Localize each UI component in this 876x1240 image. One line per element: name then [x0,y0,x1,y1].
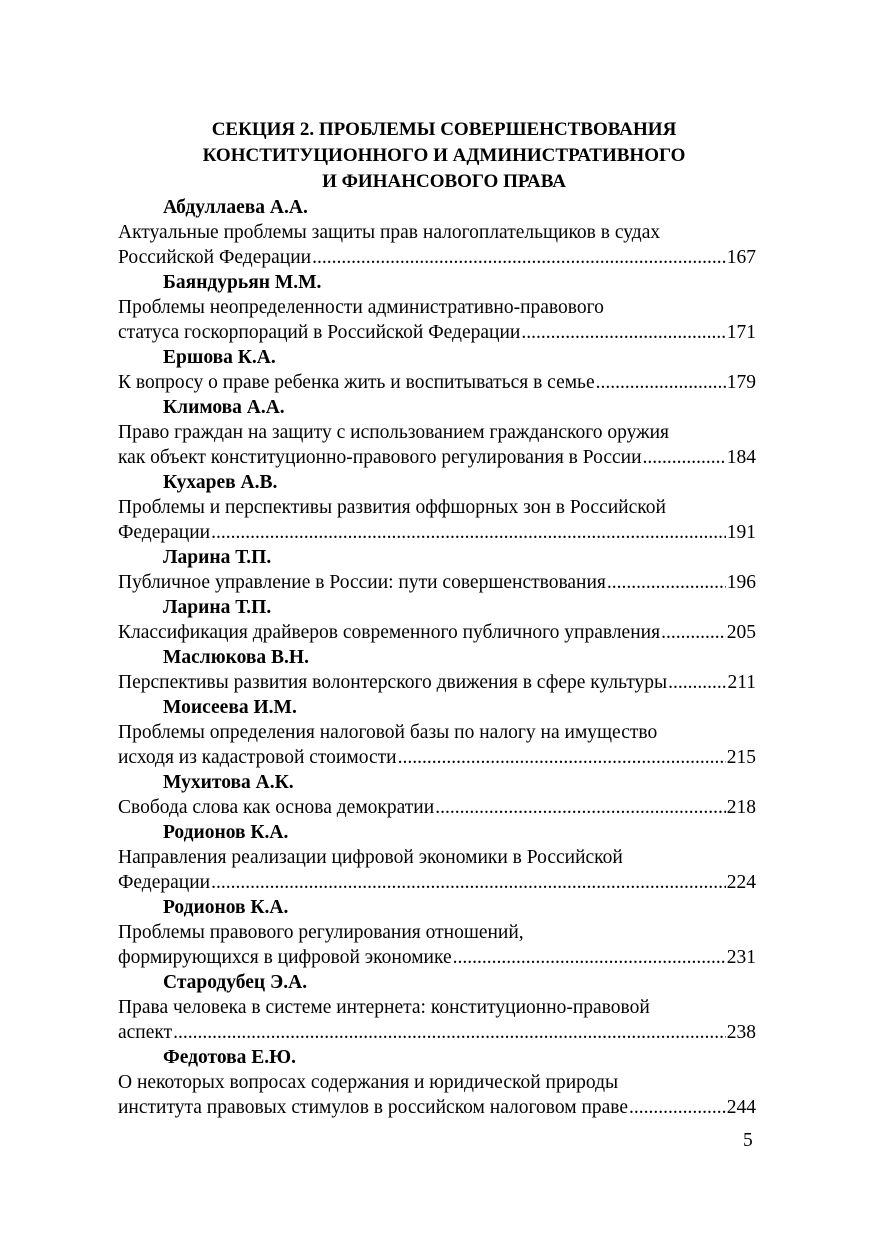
entry-page-number: 218 [726,797,756,818]
entry-page-number: 167 [726,247,756,268]
entry-title-last-line [118,520,756,545]
entry-author: Абдуллаева А.А. [163,197,308,218]
toc-entry[interactable] [118,195,756,270]
toc-entry[interactable] [118,395,756,470]
entry-author: Ершова К.А. [163,347,276,368]
entry-title-text: Публичное управление в России: пути совершенствования [118,572,606,593]
entry-page-number: 231 [726,947,756,968]
dot-leader [173,1020,726,1045]
entry-title-line: Актуальные проблемы защиты прав налогоплательщиков в судах [118,222,661,243]
entry-title-text: формирующихся в цифровой экономике [118,947,452,968]
dot-leader [629,1095,726,1120]
entry-page-number: 215 [726,747,756,768]
toc-entry[interactable] [118,695,756,770]
entry-title-line: Права человека в системе интернета: конституционно-правовой [118,997,650,1018]
entry-title-text: института правовых стимулов в российском налоговом праве [118,1097,629,1118]
entry-title-line: Проблемы и перспективы развития оффшорных зон в Российской [118,497,666,518]
page-number: 5 [743,1130,753,1151]
entry-author: Федотова Е.Ю. [163,1047,296,1068]
entry-title-text: Классификация драйверов современного публичного управления [118,622,661,643]
entry-author: Ларина Т.П. [163,597,272,618]
section-title-line: СЕКЦИЯ 2. ПРОБЛЕМЫ СОВЕРШЕНСТВОВАНИЯ [211,119,677,140]
entry-title-last-line [118,670,756,695]
entry-title-last-line [118,945,756,970]
toc-entry[interactable] [118,345,756,395]
dot-leader [521,320,725,345]
entry-title-last-line [118,870,756,895]
entry-title-line: Проблемы определения налоговой базы по налогу на имущество [118,722,658,743]
toc-entry[interactable] [118,770,756,820]
entry-title-line: Право граждан на защиту с использованием гражданского оружия [118,422,669,443]
entry-author: Родионов К.А. [163,822,289,843]
entry-title-line: Проблемы неопределенности административно-правового [118,297,604,318]
entry-title-text: Федерации [118,522,211,543]
entry-author: Маслюкова В.Н. [163,647,309,668]
entry-page-number: 205 [726,622,756,643]
entry-title-last-line [118,620,756,645]
toc-entry[interactable] [118,270,756,345]
entry-author: Климова А.А. [163,397,285,418]
dot-leader [643,445,726,470]
entry-title-line: Направления реализации цифровой экономики в Российской [118,847,623,868]
entry-title-text: Перспективы развития волонтерского движения в сфере культуры [118,672,668,693]
entry-page-number: 184 [726,447,756,468]
entry-author: Мухитова А.К. [163,772,294,793]
dot-leader [312,245,726,270]
entry-author: Стародубец Э.А. [163,972,308,993]
entry-page-number: 238 [726,1022,756,1043]
entry-page-number: 179 [726,372,756,393]
dot-leader [453,945,726,970]
entry-page-number: 171 [726,322,756,343]
dot-leader [211,520,726,545]
entry-title-text: исходя из кадастровой стоимости [118,747,397,768]
toc-entry[interactable] [118,595,756,645]
toc-entry[interactable] [118,545,756,595]
toc-page [118,117,756,1120]
entry-author: Кухарев А.В. [163,472,278,493]
entry-title-last-line [118,370,756,395]
entry-author: Моисеева И.М. [163,697,297,718]
dot-leader [661,620,726,645]
entry-title-last-line [118,745,756,770]
dot-leader [435,795,726,820]
entry-title-last-line [118,1095,756,1120]
entry-title-line: О некоторых вопросах содержания и юридической природы [118,1072,619,1093]
entry-title-last-line [118,245,756,270]
dot-leader [211,870,726,895]
entry-title-line: Проблемы правового регулирования отношений, [118,922,524,943]
toc-entry[interactable] [118,970,756,1045]
entry-page-number: 244 [726,1097,756,1118]
entry-title-last-line [118,795,756,820]
entry-title-text: Свобода слова как основа демократии [118,797,435,818]
toc-entry[interactable] [118,820,756,895]
toc-entry[interactable] [118,895,756,970]
dot-leader [668,670,726,695]
dot-leader [398,745,726,770]
entry-title-last-line [118,570,756,595]
entry-title-last-line [118,320,756,345]
toc-entry[interactable] [118,645,756,695]
section-title-line: КОНСТИТУЦИОННОГО И АДМИНИСТРАТИВНОГО [202,145,686,166]
entry-title-last-line [118,445,756,470]
entry-title-text: статуса госкорпораций в Российской Федерации [118,322,521,343]
toc-entry[interactable] [118,1045,756,1120]
entry-title-text: Федерации [118,872,211,893]
section-title-line: И ФИНАНСОВОГО ПРАВА [322,171,566,192]
toc-entries [118,195,756,1120]
entry-title-text: Российской Федерации [118,247,312,268]
entry-title-text: как объект конституционно-правового регулирования в России [118,447,642,468]
entry-title-text: К вопросу о праве ребенка жить и воспитываться в семье [118,372,595,393]
entry-title-last-line [118,1020,756,1045]
entry-page-number: 224 [726,872,756,893]
entry-author: Ларина Т.П. [163,547,272,568]
entry-page-number: 196 [726,572,756,593]
entry-title-text: аспект [118,1022,173,1043]
dot-leader [607,570,726,595]
entry-page-number: 191 [726,522,756,543]
section-title [118,117,756,195]
entry-author: Баяндурьян М.М. [163,272,322,293]
entry-page-number: 211 [727,672,756,693]
entry-author: Родионов К.А. [163,897,289,918]
toc-entry[interactable] [118,470,756,545]
dot-leader [596,370,726,395]
